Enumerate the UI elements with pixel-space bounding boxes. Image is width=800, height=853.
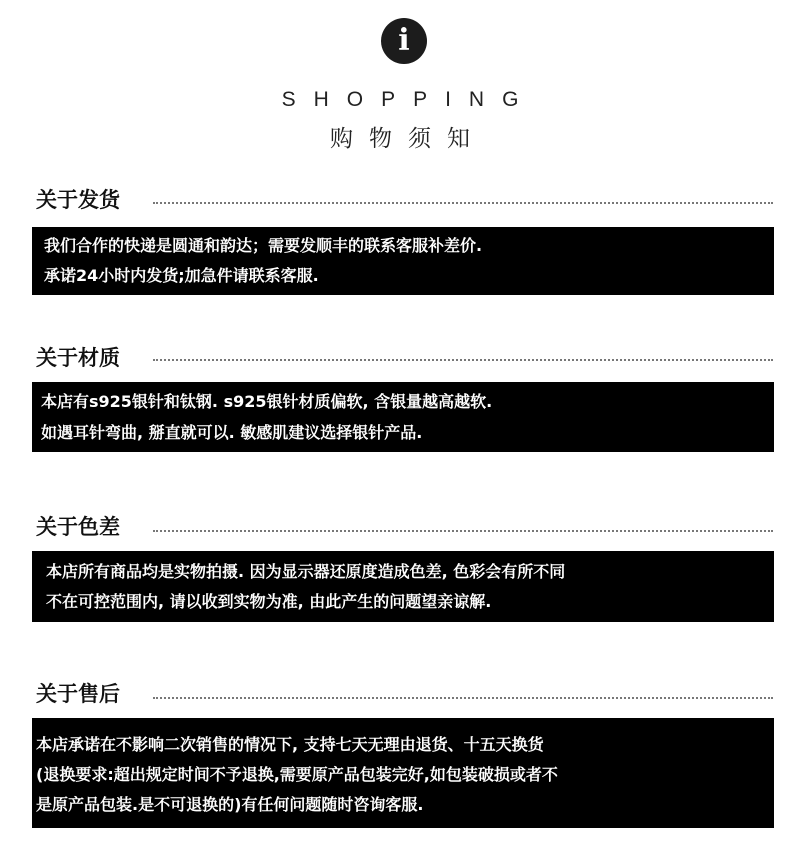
section-title-after-sales: 关于售后 — [36, 682, 120, 706]
notice-line: 本店有s925银针和钛钢. s925银针材质偏软, 含银量越高越软. — [41, 392, 493, 411]
shipping-notice-box — [32, 227, 774, 295]
header-title-zh: 购物须知 — [330, 126, 486, 152]
notice-line: 如遇耳针弯曲, 掰直就可以. 敏感肌建议选择银针产品. — [41, 423, 423, 442]
material-notice-box — [32, 382, 774, 452]
notice-line: 是原产品包装.是不可退换的)有任何问题随时咨询客服. — [36, 795, 424, 814]
notice-line: 承诺24小时内发货;加急件请联系客服. — [44, 266, 319, 285]
color-difference-notice-box — [32, 551, 774, 622]
section-divider — [153, 530, 773, 532]
notice-line: (退换要求:超出规定时间不予退换,需要原产品包装完好,如包装破损或者不 — [36, 765, 558, 784]
section-divider — [153, 202, 773, 204]
after-sales-notice-box — [32, 718, 774, 828]
section-title-shipping: 关于发货 — [36, 188, 120, 212]
notice-line: 不在可控范围内, 请以收到实物为准, 由此产生的问题望亲谅解. — [46, 592, 492, 611]
notice-line: 本店承诺在不影响二次销售的情况下, 支持七天无理由退货、十五天换货 — [36, 735, 544, 754]
notice-line: 本店所有商品均是实物拍摄. 因为显示器还原度造成色差, 色彩会有所不同 — [46, 562, 566, 581]
section-divider — [153, 359, 773, 361]
section-title-color-difference: 关于色差 — [36, 515, 120, 539]
section-title-material: 关于材质 — [36, 346, 120, 370]
info-icon: i — [381, 18, 427, 64]
notice-line: 我们合作的快递是圆通和韵达；需要发顺丰的联系客服补差价. — [44, 236, 483, 255]
header-title-en: SHOPPING — [281, 88, 537, 111]
section-divider — [153, 697, 773, 699]
